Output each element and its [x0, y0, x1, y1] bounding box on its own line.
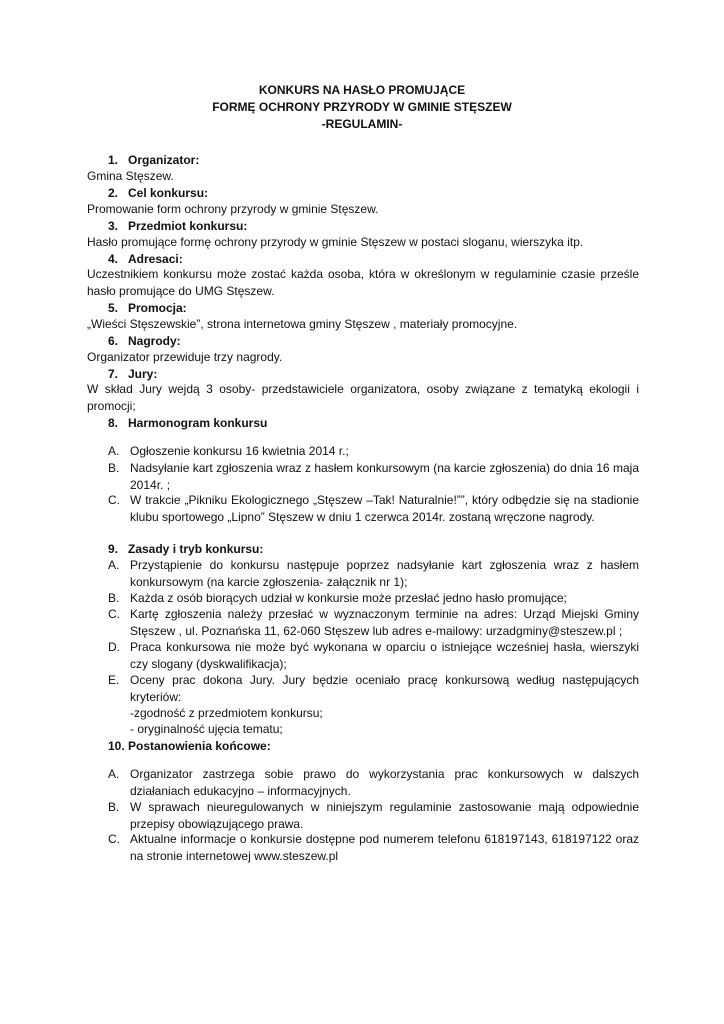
- section-number: 10.: [108, 739, 125, 753]
- item-text: Nadsyłanie kart zgłoszenia wraz z hasłem konkursowym (na karcie zgłoszenia) do dnia 16 maja 2014r. ;: [130, 461, 639, 492]
- item-letter: C.: [108, 607, 120, 621]
- item-text: Praca konkursowa nie może być wykonana w oparciu o istniejące wcześniej hasła, wierszyki czy slogany (dyskwalifikacja);: [130, 640, 639, 671]
- section-number: 8.: [108, 416, 119, 430]
- item-text: Ogłoszenie konkursu 16 kwietnia 2014 r.;: [130, 444, 349, 458]
- section-4-text: Uczestnikiem konkursu może zostać każda osoba, która w określonym w regulaminie czasie prześle hasło promujące do UMG Stęszew.: [87, 267, 639, 298]
- section-number: 7.: [108, 367, 119, 381]
- item-text: W sprawach nieuregulowanych w niniejszym regulaminie zastosowanie mają odpowiednie przepisy obowiązującego prawa.: [130, 800, 639, 831]
- section-label: Przedmiot konkursu:: [128, 219, 248, 233]
- item-text: Kartę zgłoszenia należy przesłać w wyznaczonym terminie na adres: Urząd Miejski Gminy Stęszew , ul. Poznańska 11, 62-060 Stęszew lub adres e-mailowy: urzadgminy@steszew.pl ;: [130, 607, 639, 638]
- section-label: Organizator:: [128, 153, 200, 167]
- section-2-text: Promowanie form ochrony przyrody w gminie Stęszew.: [87, 202, 379, 216]
- item-letter: B.: [108, 800, 120, 814]
- section-number: 2.: [108, 186, 119, 200]
- section-label: Nagrody:: [128, 334, 181, 348]
- title-line-2: FORMĘ OCHRONY PRZYRODY W GMINIE STĘSZEW: [212, 100, 512, 114]
- item-text: Przystąpienie do konkursu następuje poprzez nadsyłanie kart zgłoszenia wraz z hasłem konkursowym (na karcie zgłoszenia- załącznik nr 1);: [130, 558, 639, 589]
- item-letter: E.: [108, 673, 120, 687]
- title-line-1: KONKURS NA HASŁO PROMUJĄCE: [258, 83, 466, 97]
- section-label: Adresaci:: [128, 252, 183, 266]
- section-5-text: „Wieści Stęszewskie”, strona internetowa gminy Stęszew , materiały promocyjne.: [87, 317, 518, 331]
- section-number: 6.: [108, 334, 119, 348]
- section-3-text: Hasło promujące formę ochrony przyrody w gminie Stęszew w postaci sloganu, wierszyka itp.: [87, 235, 584, 249]
- kryterium-1: -zgodność z przedmiotem konkursu;: [130, 706, 323, 720]
- item-text: Aktualne informacje o konkursie dostępne pod numerem telefonu 618197143, 618197122 oraz na stronie internetowej www.steszew.pl: [130, 832, 639, 863]
- item-letter: A.: [108, 558, 120, 572]
- section-6-text: Organizator przewiduje trzy nagrody.: [87, 350, 283, 364]
- section-7-text: W skład Jury wejdą 3 osoby- przedstawiciele organizatora, osoby związane z tematyką ekologii i promocji;: [87, 382, 639, 413]
- item-letter: A.: [108, 767, 120, 781]
- section-label: Postanowienia końcowe:: [128, 739, 271, 753]
- section-number: 3.: [108, 219, 119, 233]
- section-number: 9.: [108, 542, 119, 556]
- section-label: Cel konkursu:: [128, 186, 209, 200]
- section-label: Promocja:: [128, 301, 187, 315]
- section-1-text: Gmina Stęszew.: [87, 169, 174, 183]
- section-number: 1.: [108, 153, 119, 167]
- item-text: Oceny prac dokona Jury. Jury będzie oceniało pracę konkursową według następujących kryteriów:: [130, 673, 639, 704]
- item-letter: C.: [108, 493, 120, 507]
- title-line-3: -REGULAMIN-: [321, 117, 403, 131]
- section-number: 4.: [108, 252, 119, 266]
- section-label: Jury:: [128, 367, 158, 381]
- section-label: Zasady i tryb konkursu:: [128, 542, 264, 556]
- item-letter: B.: [108, 591, 120, 605]
- item-letter: C.: [108, 832, 120, 846]
- item-letter: A.: [108, 444, 120, 458]
- item-text: Organizator zastrzega sobie prawo do wykorzystania prac konkursowych w dalszych działaniach edukacyjno – informacyjnych.: [130, 767, 639, 798]
- section-number: 5.: [108, 301, 119, 315]
- item-text: Każda z osób biorących udział w konkursie może przesłać jedno hasło promujące;: [130, 591, 567, 605]
- section-label: Harmonogram konkursu: [128, 416, 268, 430]
- item-letter: D.: [108, 640, 120, 654]
- item-text: W trakcie „Pikniku Ekologicznego „Stęszew –Tak! Naturalnie!””, który odbędzie się na stadionie klubu sportowego „Lipno” Stęszew w dniu 1 czerwca 2014r. zostaną wręczone nagrody.: [130, 493, 639, 524]
- kryterium-2: - oryginalność ujęcia tematu;: [130, 722, 283, 736]
- item-letter: B.: [108, 461, 120, 475]
